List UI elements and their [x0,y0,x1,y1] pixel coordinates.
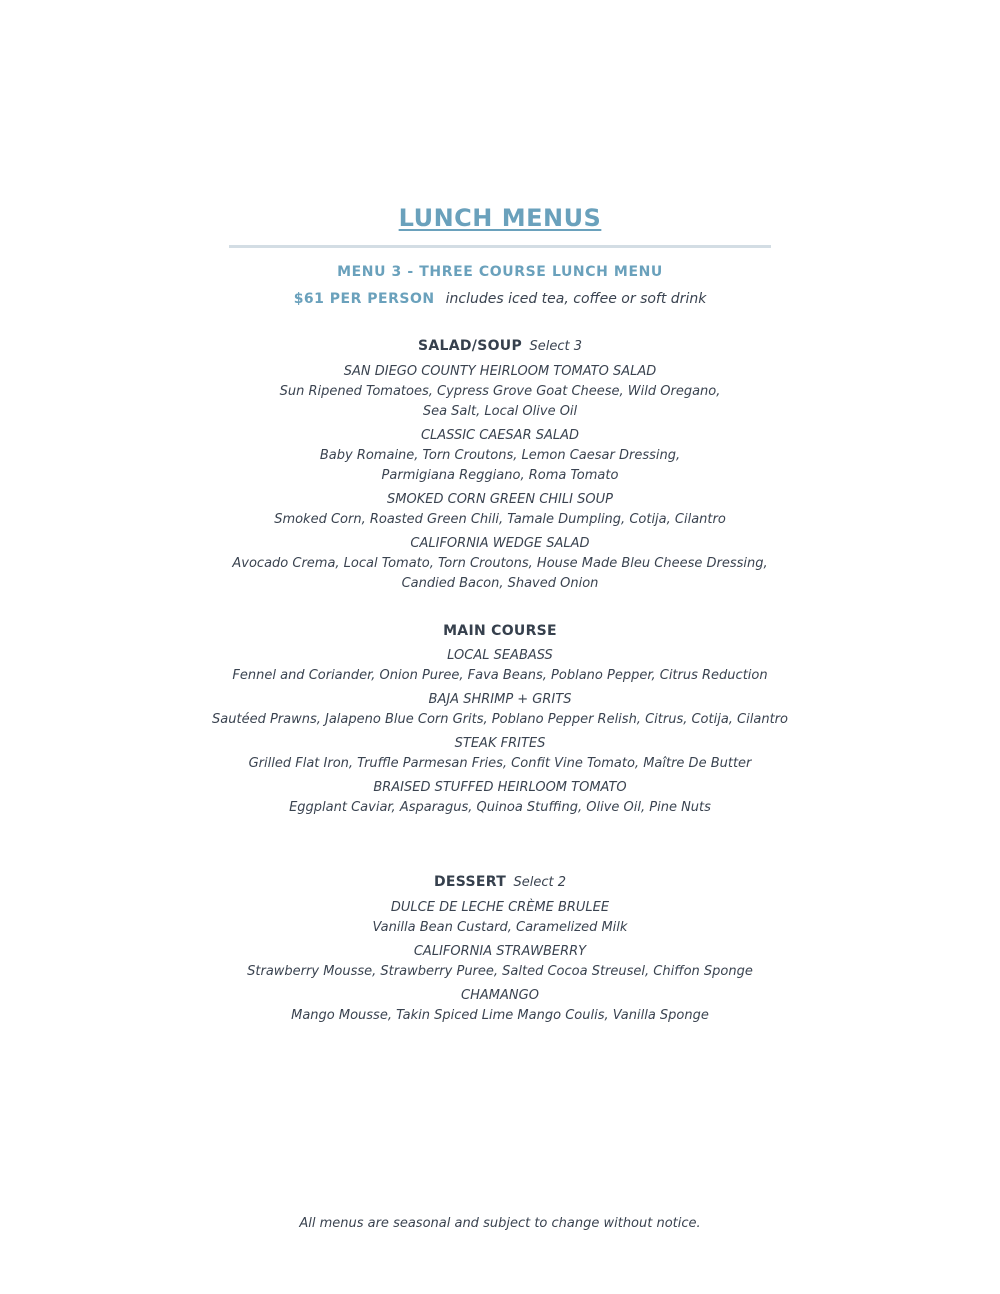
item-name: CLASSIC CAESAR SALAD [420,428,580,443]
item-name: BRAISED STUFFED HEIRLOOM TOMATO [373,780,627,795]
menu-item [0,986,1000,1026]
menu-item [0,426,1000,486]
item-name: LOCAL SEABASS [447,648,553,663]
menu-subtitle: MENU 3 - THREE COURSE LUNCH MENU [337,264,663,280]
section-main-course [0,621,1000,822]
item-description: Mango Mousse, Takin Spiced Lime Mango Coulis, Vanilla Sponge [291,1008,709,1023]
page-title: LUNCH MENUS [398,204,602,232]
section-title: MAIN COURSE [443,623,557,639]
section-dessert [0,872,1000,1030]
price-label: $61 PER PERSON [293,291,435,307]
menu-item [0,942,1000,982]
item-description: Grilled Flat Iron, Truffle Parmesan Fries, Confit Vine Tomato, Maître De Butter [248,756,752,771]
title-divider [229,245,771,248]
item-description: Baby Romaine, Torn Croutons, Lemon Caesar Dressing, Parmigiana Reggiano, Roma Tomato [319,448,681,483]
section-heading [0,621,1000,641]
item-name: SAN DIEGO COUNTY HEIRLOOM TOMATO SALAD [343,364,657,379]
item-description: Strawberry Mousse, Strawberry Puree, Salted Cocoa Streusel, Chiffon Sponge [247,964,753,979]
section-title: DESSERT [433,874,507,890]
section-heading [0,336,1000,357]
menu-item [0,646,1000,686]
price-note: includes iced tea, coffee or soft drink [445,291,707,307]
item-description: Sautéed Prawns, Jalapeno Blue Corn Grits, Poblano Pepper Relish, Citrus, Cotija, Cilantro [212,712,788,727]
item-name: DULCE DE LECHE CRÈME BRULEE [390,900,610,915]
item-description: Vanilla Bean Custard, Caramelized Milk [372,920,628,935]
section-title: SALAD/SOUP [418,338,523,354]
item-name: CHAMANGO [461,988,539,1003]
item-name: BAJA SHRIMP + GRITS [428,692,572,707]
item-name: CALIFORNIA STRAWBERRY [413,944,587,959]
item-description: Avocado Crema, Local Tomato, Torn Croutons, House Made Bleu Cheese Dressing, Candied Bacon, Shaved Onion [232,556,768,591]
menu-item [0,898,1000,938]
price-row [0,288,1000,307]
item-name: CALIFORNIA WEDGE SALAD [410,536,590,551]
item-name: STEAK FRITES [454,736,546,751]
footer-note: All menus are seasonal and subject to change without notice. [299,1216,701,1231]
menu-item [0,690,1000,730]
item-description: Smoked Corn, Roasted Green Chili, Tamale Dumpling, Cotija, Cilantro [274,512,726,527]
menu-item [0,362,1000,422]
menu-item [0,734,1000,774]
menu-item [0,490,1000,530]
menu-item [0,778,1000,818]
item-name: SMOKED CORN GREEN CHILI SOUP [387,492,613,507]
section-select-note: Select 3 [529,339,582,354]
item-description: Eggplant Caviar, Asparagus, Quinoa Stuffing, Olive Oil, Pine Nuts [289,800,711,815]
section-heading [0,872,1000,893]
section-salad-soup [0,336,1000,598]
section-select-note: Select 2 [513,875,567,890]
item-description: Sun Ripened Tomatoes, Cypress Grove Goat Cheese, Wild Oregano, Sea Salt, Local Olive Oil [279,384,721,419]
menu-item [0,534,1000,594]
item-description: Fennel and Coriander, Onion Puree, Fava Beans, Poblano Pepper, Citrus Reduction [232,668,768,683]
